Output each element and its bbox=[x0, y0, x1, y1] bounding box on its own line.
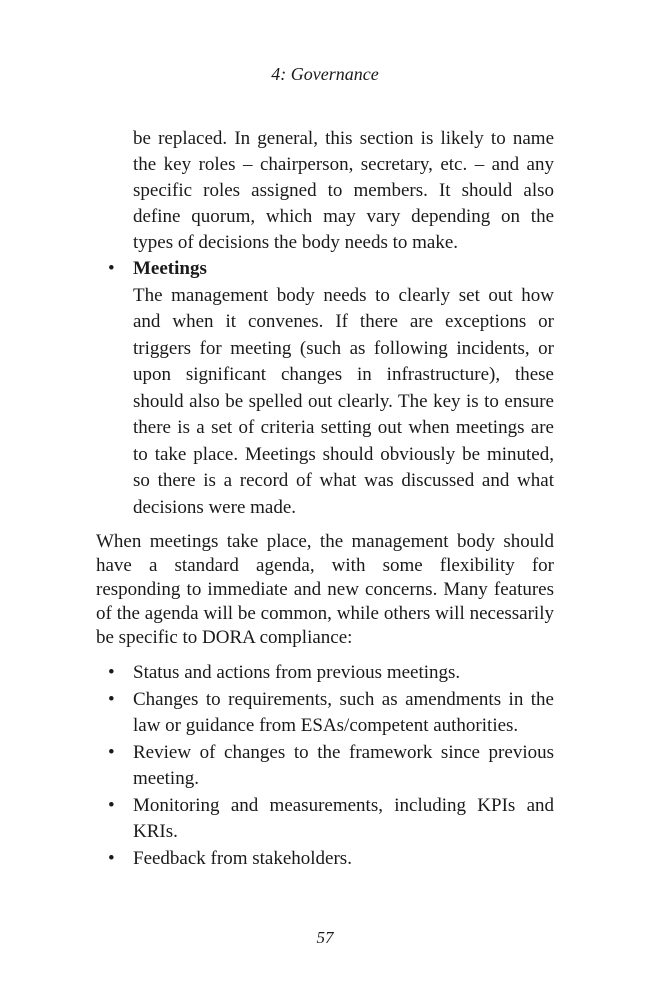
list-item bbox=[96, 793, 554, 846]
meetings-list bbox=[96, 256, 554, 521]
running-header: 4: Governance bbox=[271, 64, 379, 84]
bullet-icon: • bbox=[108, 794, 115, 816]
agenda-paragraph: When meetings take place, the management body should have a standard agenda, with some flexibility for responding to immediate and new concerns. Many features of the agenda will be common, while others will necessarily be specific to DORA compliance: bbox=[96, 531, 554, 648]
continuation-paragraph: be replaced. In general, this section is likely to name the key roles – chairperson, secretary, etc. – and any specific roles assigned to members. It should also define quorum, which may vary depending on the types of decisions the body needs to make. bbox=[133, 128, 554, 253]
list-item-text: Review of changes to the framework since previous meeting. bbox=[133, 741, 554, 789]
list-item-body: The management body needs to clearly set out how and when it convenes. If there are exceptions or triggers for meeting (such as following incidents, or upon significant changes in infrastructure), these should also be spelled out clearly. The key is to ensure there is a set of criteria setting out when meetings are to take place. Meetings should obviously be minuted, so there is a record of what was discussed and what decisions were made. bbox=[133, 284, 554, 518]
list-item-text: Monitoring and measurements, including KPIs and KRIs. bbox=[133, 794, 554, 842]
page-body bbox=[96, 126, 554, 872]
bullet-icon: • bbox=[108, 258, 115, 279]
list-item bbox=[96, 846, 554, 873]
list-item-text: Status and actions from previous meetings. bbox=[133, 662, 461, 683]
list-item-title: Meetings bbox=[133, 258, 207, 279]
bullet-icon: • bbox=[108, 662, 115, 683]
list-item-text: Changes to requirements, such as amendments in the law or guidance from ESAs/competent authorities. bbox=[133, 688, 554, 736]
bullet-icon: • bbox=[108, 847, 115, 869]
agenda-list bbox=[96, 660, 554, 872]
list-item-meetings bbox=[96, 256, 554, 521]
list-item-text: Feedback from stakeholders. bbox=[133, 847, 352, 869]
page-number: 57 bbox=[316, 928, 334, 947]
list-item bbox=[96, 687, 554, 740]
bullet-icon: • bbox=[108, 741, 115, 763]
bullet-icon: • bbox=[108, 688, 115, 710]
list-item bbox=[96, 660, 554, 687]
list-item bbox=[96, 740, 554, 793]
